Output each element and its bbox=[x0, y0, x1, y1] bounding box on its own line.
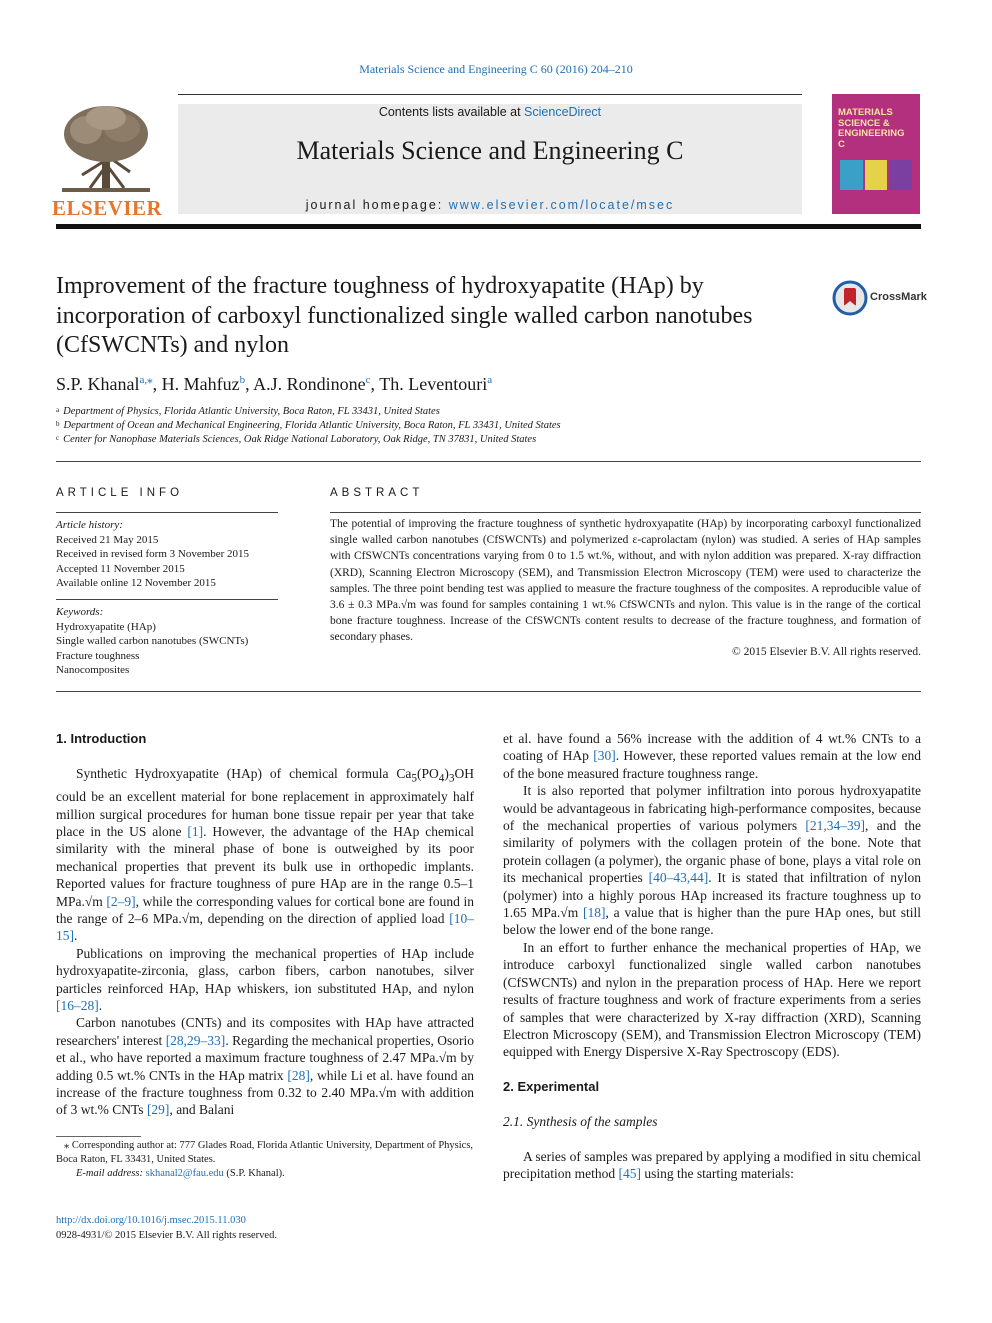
author-name: H. Mahfuz bbox=[161, 374, 240, 394]
history-item: Received in revised form 3 November 2015 bbox=[56, 548, 250, 560]
journal-reference[interactable]: Materials Science and Engineering C 60 (2016) 204–210 bbox=[359, 62, 633, 76]
affiliation-key: b bbox=[56, 420, 60, 428]
text-run: Publications on improving the mechanical properties of HAp include hydroxyapatite-zirconia, glass, carbon fibers, carbon nanotubes, silver particles reinforced HAp, HAp whiskers, ion substituted HAp, and nylon bbox=[56, 945, 474, 996]
contents-prefix: Contents lists available at bbox=[378, 105, 525, 119]
text-run: , a value that is higher than the pure HAp ones, but still below the lower end of the bone range. bbox=[503, 905, 922, 938]
citation-link[interactable]: [18] bbox=[583, 905, 606, 921]
title-block-rule bbox=[56, 461, 921, 462]
text-run: A series of samples was prepared by applying a modified in situ chemical precipitation method bbox=[503, 1149, 921, 1182]
abstract-rule bbox=[330, 512, 921, 513]
article-info-heading: ARTICLE INFO bbox=[56, 487, 184, 499]
contents-line bbox=[178, 105, 802, 119]
citation-link[interactable]: [2–9] bbox=[106, 893, 136, 909]
paragraph bbox=[503, 730, 921, 782]
masthead-top-rule bbox=[178, 94, 802, 95]
text-run: using the starting materials: bbox=[640, 1166, 794, 1182]
text-run: Carbon nanotubes (CNTs) and its composites with HAp have attracted researchers' interest bbox=[56, 1015, 474, 1048]
paragraph bbox=[503, 782, 921, 939]
subscript: 3 bbox=[448, 772, 455, 785]
text-run: , and Balani bbox=[169, 1102, 235, 1118]
affiliation bbox=[56, 420, 756, 431]
author-separator: , bbox=[152, 374, 162, 394]
homepage-prefix: journal homepage: bbox=[305, 198, 449, 212]
citation-link[interactable]: [28] bbox=[287, 1067, 310, 1083]
text-run: , while the corresponding values for cortical bone are found in the range of 2–6 MPa.√m, depending on the direction of applied load bbox=[56, 893, 474, 926]
keyword: Hydroxyapatite (HAp) bbox=[56, 620, 156, 633]
keywords-rule bbox=[56, 599, 278, 600]
cover-title-line: MATERIALS bbox=[838, 107, 893, 118]
right-column-body bbox=[503, 730, 921, 1061]
footnote-rule bbox=[56, 1136, 141, 1137]
paragraph: In an effort to further enhance the mechanical properties of HAp, we introduce carboxyl functionalized single walled carbon nanotubes (CfSWCNTs) and nylon in the preparation process of HAp. Here we report results of fracture toughness and work of fracture experiments from a series of samples that were characterized by X-ray diffraction (XRD), Scanning Electron Microscopy (SEM), and Transmission Electron Microscopy (TEM) equipped with Energy Dispersive X-Ray Spectroscopy (EDS). bbox=[503, 939, 921, 1060]
author-name: Th. Leventouri bbox=[379, 374, 488, 394]
keyword: Fracture toughness bbox=[56, 649, 140, 662]
citation-link[interactable]: [10–15] bbox=[56, 910, 474, 944]
cover-title-line: ENGINEERING bbox=[838, 128, 905, 139]
left-column-body bbox=[56, 765, 474, 1119]
author-affiliation-marker[interactable]: b bbox=[239, 374, 246, 386]
text-run: (PO bbox=[416, 766, 439, 781]
issn-copyright: 0928-4931/© 2015 Elsevier B.V. All rights reserved. bbox=[56, 1230, 277, 1241]
author-list bbox=[56, 373, 756, 395]
footnote-email-line bbox=[56, 1167, 474, 1181]
text-run: . bbox=[74, 928, 78, 944]
citation-link[interactable]: [29] bbox=[146, 1102, 170, 1118]
text-run: . However, the advantage of the HAp chemical similarity with the mineral phase of bone is outweighed by its poor mechanical properties that prevent its bulk use in orthopedic implants. Reported values for fracture toughness of pure HAp are in the range 0.5–1 MPa.√m bbox=[56, 823, 475, 909]
abstract-copyright: © 2015 Elsevier B.V. All rights reserved. bbox=[732, 646, 921, 658]
citation-link[interactable]: [16–28] bbox=[56, 997, 99, 1013]
affiliation-text: Center for Nanophase Materials Sciences, Oak Ridge National Laboratory, Oak Ridge, TN 37831, United States bbox=[63, 434, 537, 445]
email-link[interactable]: skhanal2@fau.edu bbox=[145, 1168, 224, 1179]
article-title: Improvement of the fracture toughness of hydroxyapatite (HAp) by incorporation of carboxyl functionalized single walled carbon nanotubes (CfSWCNTs) and nylon bbox=[56, 273, 753, 358]
affiliation-key: a bbox=[56, 406, 60, 414]
citation-link[interactable]: [40–43,44] bbox=[648, 870, 709, 886]
corresponding-author-footnote bbox=[56, 1139, 474, 1181]
footnote-marker: ⁎ bbox=[64, 1140, 70, 1151]
cover-title bbox=[838, 108, 916, 150]
email-label: E-mail address: bbox=[76, 1168, 146, 1179]
paragraph bbox=[503, 1148, 921, 1183]
affiliation bbox=[56, 406, 756, 417]
subscript: 5 bbox=[411, 772, 417, 785]
cover-image-strip bbox=[840, 160, 912, 190]
text-run: It is also reported that polymer infiltration into porous hydroxyapatite would be advantageous in fabricating high-performance composites, because of the mechanical properties of various polymers bbox=[503, 783, 921, 834]
author-affiliation-marker[interactable]: a,⁎ bbox=[139, 374, 153, 386]
subsection-heading-synthesis: 2.1. Synthesis of the samples bbox=[503, 1114, 658, 1129]
journal-cover-thumbnail[interactable] bbox=[832, 94, 920, 214]
text-run: et al. have found a 56% increase with the addition of 4 wt.% CNTs to a coating of HAp bbox=[503, 731, 921, 764]
abstract-heading: ABSTRACT bbox=[330, 487, 424, 499]
paragraph bbox=[56, 1014, 474, 1118]
article-history bbox=[56, 518, 286, 591]
citation-link[interactable]: [21,34–39] bbox=[805, 818, 866, 834]
history-item: Accepted 11 November 2015 bbox=[56, 562, 185, 575]
author-affiliation-marker[interactable]: c bbox=[365, 374, 371, 386]
citation-link[interactable]: [28,29–33] bbox=[165, 1032, 226, 1048]
journal-homepage bbox=[178, 198, 802, 212]
keyword: Nanocomposites bbox=[56, 664, 130, 676]
journal-title: Materials Science and Engineering C bbox=[296, 136, 684, 165]
affiliation-text: Department of Ocean and Mechanical Engineering, Florida Atlantic University, Boca Raton, FL 33431, United States bbox=[63, 420, 561, 431]
publisher-wordmark: ELSEVIER bbox=[52, 196, 163, 220]
history-item: Received 21 May 2015 bbox=[56, 533, 159, 546]
email-suffix: (S.P. Khanal). bbox=[223, 1168, 285, 1179]
author-separator: , bbox=[370, 374, 380, 394]
history-item: Available online 12 November 2015 bbox=[56, 577, 216, 589]
text-run: OH could be an excellent material for bone replacement in approximately half million surgical procedures for human bone tissue repair per year that take place in the US alone bbox=[56, 766, 474, 839]
sciencedirect-link[interactable]: ScienceDirect bbox=[524, 105, 602, 119]
history-label: Article history: bbox=[56, 519, 123, 531]
section-heading-introduction: 1. Introduction bbox=[56, 731, 147, 746]
affiliation-key: c bbox=[56, 434, 60, 442]
keywords-label: Keywords: bbox=[56, 606, 104, 618]
citation-link[interactable]: [1] bbox=[187, 823, 204, 839]
citation-link[interactable]: [30] bbox=[593, 748, 616, 764]
paragraph bbox=[56, 945, 474, 1015]
author-affiliation-marker[interactable]: a bbox=[487, 374, 493, 386]
text-run: , while Li et al. have found an increase of the fracture toughness from 0.32 to 2.40 MPa.√m with addition of 3 wt.% CNTs bbox=[56, 1067, 474, 1118]
abstract-bottom-rule bbox=[56, 691, 921, 692]
text-run: . Regarding the mechanical properties, Osorio et al., who have reported a maximum fracture toughness of 2.47 MPa.√m by adding 0.5 wt.% CNTs in the HAp matrix bbox=[56, 1032, 475, 1083]
homepage-link[interactable]: www.elsevier.com/locate/msec bbox=[448, 198, 675, 212]
crossmark-icon bbox=[832, 280, 868, 316]
header-thick-rule bbox=[56, 224, 921, 229]
text-run: . bbox=[98, 997, 103, 1013]
citation-link[interactable]: [45] bbox=[618, 1166, 641, 1182]
author-name: S.P. Khanal bbox=[56, 374, 140, 394]
doi-link[interactable]: http://dx.doi.org/10.1016/j.msec.2015.11.030 bbox=[56, 1215, 246, 1226]
author-separator: , bbox=[245, 374, 254, 394]
section-heading-experimental: 2. Experimental bbox=[503, 1079, 600, 1094]
paragraph bbox=[56, 765, 474, 945]
text-run: , and the similarity of polymers with the collagen protein of the bone. Note that protein collagen (a polymer), the organic phase of bone, plays a vital role on its mechanical properties bbox=[503, 818, 921, 886]
abstract-text: The potential of improving the fracture toughness of synthetic hydroxyapatite (HAp) by incorporating carboxyl functionalized single walled carbon nanotubes (CfSWCNTs) and polymerized ε-caprolactam (nylon) was studied. A series of HAp samples with CfSWCNTs concentrations varying from 0 to 1.5 wt.%, without, and with nylon addition was prepared. X-ray diffraction (XRD), Scanning Electron Microscopy (SEM), and Transmission Electron Microscopy (TEM) were used to characterize the samples. The three point bending test was applied to measure the fracture toughness of the composites. A reproducible value of 3.6 ± 0.3 MPa.√m was found for samples containing 1 wt.% CfSWCNTs and nylon. This value is in the range of the cortical bone fracture toughness. Increase of the CfSWCNTs content results to decrease of the fracture toughness, and formation of secondary phases. bbox=[330, 518, 921, 644]
crossmark-badge[interactable] bbox=[832, 280, 927, 316]
text-run: ) bbox=[444, 766, 449, 781]
article-info-rule bbox=[56, 512, 278, 513]
text-run: Synthetic Hydroxyapatite (HAp) of chemical formula Ca bbox=[76, 766, 412, 781]
cover-title-line: SCIENCE & bbox=[838, 117, 890, 129]
synthesis-paragraph bbox=[503, 1148, 921, 1183]
author-name: A.J. Rondinone bbox=[253, 374, 366, 394]
keywords-block bbox=[56, 605, 286, 678]
text-run: . It is stated that infiltration of nylon (polymer) into a highly porous HAp increased its fracture toughness up to 1.65 MPa.√m bbox=[503, 870, 921, 921]
text-run: . However, these reported values remain at the low end of the bone measured fracture toughness range. bbox=[503, 748, 921, 781]
keyword: Single walled carbon nanotubes (SWCNTs) bbox=[56, 635, 249, 647]
subscript: 4 bbox=[438, 772, 445, 785]
crossmark-label: CrossMark bbox=[870, 291, 927, 303]
footnote-text: Corresponding author at: 777 Glades Road, Florida Atlantic University, Department of Physics, Boca Raton, FL 33431, United States. bbox=[56, 1140, 474, 1165]
cover-title-line: C bbox=[838, 138, 845, 150]
affiliation-text: Department of Physics, Florida Atlantic University, Boca Raton, FL 33431, United States bbox=[63, 406, 440, 417]
footnote-line bbox=[56, 1139, 474, 1167]
affiliation bbox=[56, 434, 756, 445]
